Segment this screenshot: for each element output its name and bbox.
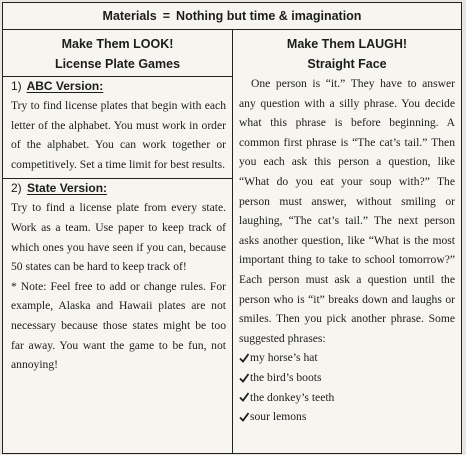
check-mark-icon bbox=[239, 373, 249, 383]
left-heading bbox=[3, 34, 232, 77]
columns bbox=[3, 30, 461, 453]
right-column bbox=[233, 30, 461, 453]
phrase-text: my horse’s hat bbox=[250, 351, 318, 365]
list-item bbox=[239, 368, 455, 388]
state-section bbox=[3, 179, 232, 374]
abc-heading bbox=[3, 77, 232, 96]
state-text: Try to find a license plate from every state. Work as a team. Use paper to keep track of which ones you have seen if you can, because 50 states can be hard to keep track of! bbox=[11, 201, 226, 274]
state-title: State Version: bbox=[27, 181, 108, 196]
left-subtitle: License Plate Games bbox=[54, 57, 181, 71]
note-text: * Note: Feel free to add or change rules. For example, Alaska and Hawaii plates are not necessary because those states might be too far away. You want the game to be fun, not annoying! bbox=[11, 279, 226, 372]
list-item bbox=[239, 348, 455, 368]
left-title: Make Them LOOK! bbox=[61, 37, 174, 51]
abc-number: 1) bbox=[11, 79, 22, 93]
list-item bbox=[239, 407, 455, 427]
materials-value: Nothing but time & imagination bbox=[176, 9, 362, 23]
check-mark-icon bbox=[239, 353, 249, 363]
abc-text: Try to find license plates that begin with each letter of the alphabet. You must work in order of the alphabet. You can work together or competitively. Set a time limit for best results. bbox=[11, 99, 226, 171]
list-item bbox=[239, 388, 455, 408]
abc-title: ABC Version: bbox=[26, 79, 104, 93]
left-column bbox=[3, 30, 233, 453]
phrase-list bbox=[233, 348, 461, 426]
phrase-text: the donkey’s teeth bbox=[250, 390, 335, 404]
state-number: 2) bbox=[11, 181, 22, 196]
materials-table bbox=[2, 2, 462, 454]
materials-label: Materials bbox=[102, 9, 157, 23]
phrase-text: sour lemons bbox=[250, 410, 307, 424]
straight-face-text: One person is “it.” They have to answer any question with a silly phrase. You decide what this phrase is before beginning. A common first phrase is “The cat’s tail.” Then you each ask this person a question, like “What do you eat your soup with?” The person must answer, without smiling or laughing, “The cat’s tail.” The next person asks another question, like “What is the most important thing to take to school tomorrow?” Each person must ask a question until the person who is “it” breaks down and laughs or smiles. Then you pick another phrase. Some suggested phrases: bbox=[239, 77, 455, 345]
check-mark-icon bbox=[239, 392, 249, 402]
check-mark-icon bbox=[239, 412, 249, 422]
materials-equals: = bbox=[162, 9, 171, 23]
state-heading bbox=[3, 179, 232, 198]
phrase-text: the bird’s boots bbox=[250, 370, 322, 384]
abc-section bbox=[3, 77, 232, 179]
right-subtitle: Straight Face bbox=[307, 57, 387, 71]
materials-header bbox=[3, 3, 461, 30]
right-title: Make Them LAUGH! bbox=[286, 37, 408, 51]
